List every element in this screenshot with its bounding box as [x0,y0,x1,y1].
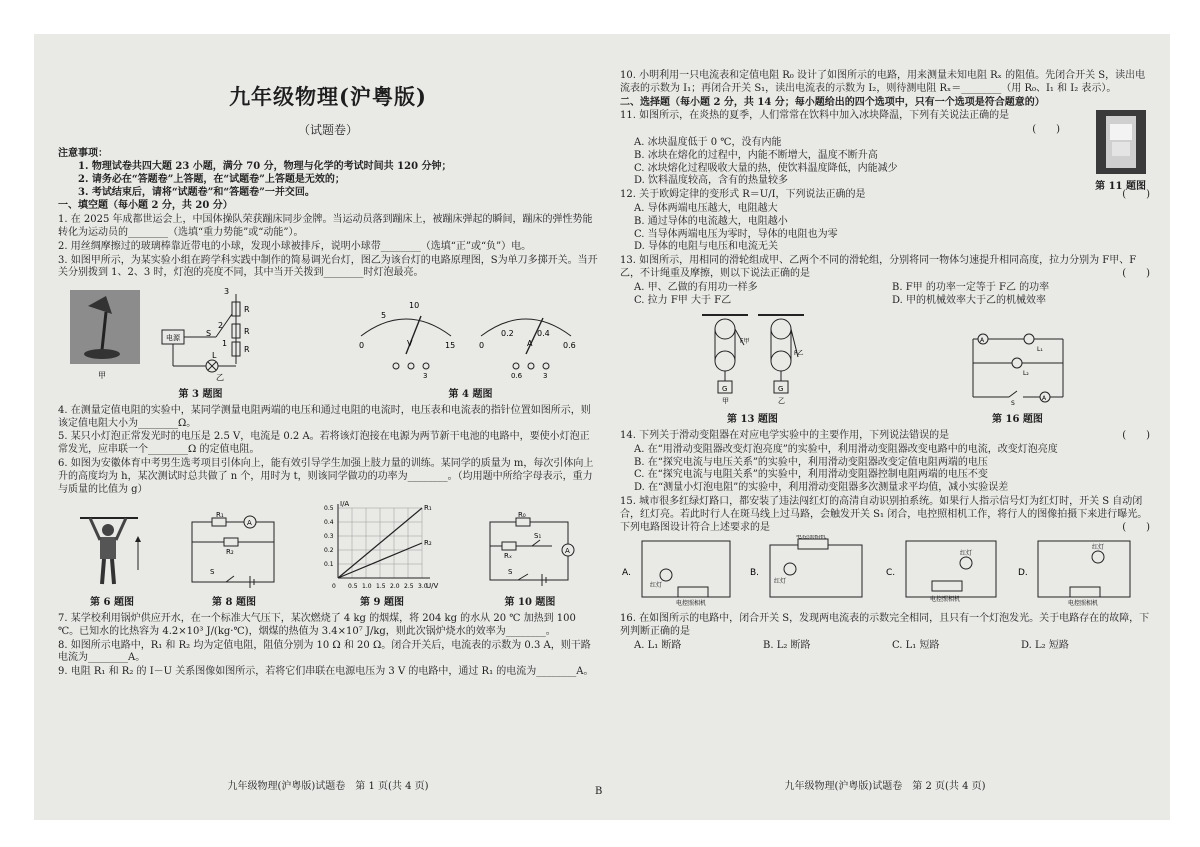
svg-text:0.6: 0.6 [562,341,576,351]
question-9: 9. 电阻 R₁ 和 R₂ 的 I－U 关系图像如图所示，若将它们串联在电源电压为 3 V 的电路中，通过 R₁ 的电流为________A。 [58,666,594,678]
svg-text:R: R [243,327,250,337]
svg-text:B.: B. [750,568,760,579]
figure-9-caption: 第 9 题图 [360,597,404,609]
svg-text:3: 3 [223,287,229,297]
svg-text:15: 15 [444,341,455,351]
svg-text:L₂: L₂ [1022,370,1029,378]
figure-10 [482,510,578,610]
question-2: 2. 用丝绸摩擦过的玻璃棒靠近带电的小球，发现小球被排斥，说明小球带________（选填“正”或“负”）电。 [58,240,532,252]
svg-text:F乙: F乙 [793,350,803,358]
svg-text:0: 0 [332,583,336,591]
svg-text:0.3: 0.3 [324,533,334,541]
page-1-footer: 九年级物理(沪粤版)试题卷 第 1 页(共 4 页) [227,781,429,793]
svg-text:R₂: R₂ [424,539,432,548]
section-fill-in: 一、填空题（每小题 2 分，共 20 分） [58,200,233,212]
svg-text:3.0: 3.0 [418,583,428,591]
figure-6-drawing [78,510,146,590]
q15-c-light-label: 红灯 [960,550,973,558]
svg-text:0.4: 0.4 [536,329,550,339]
figure-16-drawing [963,327,1073,407]
svg-text:2: 2 [217,321,223,331]
svg-text:S: S [210,568,215,577]
question-10: 10. 小明利用一只电流表和定值电阻 R₀ 设计了如图所示的电路，用来测量未知电阻 Rₓ 的阻值。先闭合开关 S，读出电流表的示数为 I₁；再闭合开关 S₁，读出电流表的示数为 I₂，则待测电阻 Rₓ＝________（用 R₀、I₁ 和 I₂ 表示）。 [620,70,1146,94]
question-11-bracket: ( ) [1032,124,1060,136]
q12-option-c: C. 当导体两端电压为零时，导体的电阻也为零 [634,228,838,240]
q13-option-a: A. 甲、乙做的有用功一样多 [634,281,758,293]
svg-text:V: V [406,339,412,349]
svg-text:L: L [211,351,216,361]
question-11: 11. 如图所示，在炎热的夏季，人们常常在饮料中加入冰块降温，下列有关说法正确的是 [620,110,1010,122]
svg-text:S: S [205,329,211,339]
q16-option-b: B. L₂ 断路 [763,639,811,651]
figure-row-3-4 [58,284,598,402]
svg-text:A: A [979,337,984,345]
svg-text:0.1: 0.1 [324,561,334,569]
section-choice: 二、选择题（每小题 2 分，共 14 分；每小题给出的四个选项中，只有一个选项是符合题意的） [620,96,1045,108]
svg-text:R₁: R₁ [216,511,224,520]
figure-13 [698,311,808,427]
figure-16 [963,327,1073,427]
q13-option-d: D. 甲的机械效率大于乙的机械效率 [892,294,1047,306]
svg-text:R: R [243,305,250,315]
figure-8-drawing [186,510,282,590]
question-7: 7. 某学校利用锅炉供应开水，在一个标准大气压下，某次燃烧了 4 kg 的烟煤，将 204 kg 的水从 20 ℃ 加热到 100 ℃。已知水的比热容为 4.2×10³ J/(kg·℃)，烟煤的热值为 3.4×10⁷ J/kg，则此次锅炉烧水的效率为________。 [58,612,576,637]
question-6: 6. 如图为安徽体育中考男生选考项目引体向上，能有效引导学生加强上肢力量的训练。某同学的质量为 m，每次引体向上升的高度均为 h，某次测试时总共做了 n 个，用时为 t，则该同学做功的功率为________。（均用题中所给字母表示，重力与质量的比值为 g） [58,457,594,495]
svg-text:G: G [721,385,727,394]
q11-option-c: C. 冰块熔化过程吸收大量的热，使饮料温度降低，内能减少 [634,162,898,174]
question-12-bracket: ( ) [1122,189,1150,201]
svg-text:A: A [565,547,570,556]
svg-text:2.0: 2.0 [390,583,400,591]
fig3-power-label: 电源 [165,334,180,343]
svg-text:0.5: 0.5 [348,583,358,591]
page-2 [620,34,1150,820]
q14-option-d: D. 在“测量小灯泡电阻”的实验中，利用滑动变阻器多次测量求平均值，减小实验误差 [634,482,1009,494]
svg-text:S: S [1010,400,1015,408]
figure-9-chart [322,500,442,590]
fig3-jia: 甲 [97,371,106,381]
page-title: 九年级物理(沪粤版) [229,84,427,109]
question-12-text: 12. 关于欧姆定律的变形式 R＝U/I，下列说法正确的是 [620,189,866,201]
q16-option-c: C. L₁ 短路 [892,639,940,651]
svg-text:A: A [1041,395,1046,403]
page-subtitle: （试题卷） [297,122,358,137]
figure-4 [351,296,591,402]
figure-row-6-10 [58,500,598,610]
question-16: 16. 在如图所示的电路中，闭合开关 S，发现两电流表的示数完全相同，且只有一个灯泡发光。关于电路存在的故障，下列判断正确的是 [620,613,1150,637]
svg-text:0.2: 0.2 [324,547,334,555]
figure-11 [1095,110,1146,194]
figure-13-drawing [698,311,808,407]
svg-text:1.0: 1.0 [362,583,372,591]
q11-option-a: A. 冰块温度低于 0 ℃，没有内能 [634,136,782,148]
svg-text:R₁: R₁ [424,504,432,513]
q16-option-a: A. L₁ 断路 [634,639,682,651]
svg-text:A: A [526,339,532,349]
notice-3: 3. 考试结束后，请将“试题卷”和“答题卷”一并交回。 [78,186,315,198]
page-1 [58,34,598,820]
figure-row-13-16 [620,311,1150,427]
figure-3-caption: 第 3 题图 [178,389,223,400]
svg-text:A.: A. [622,568,631,579]
question-11-block [620,110,1150,193]
q15-a-light-label: 红灯 [650,582,663,590]
figure-15-options [620,535,1150,607]
q16-options [620,640,1150,653]
q12-option-b: B. 通过导体的电流越大，电阻越小 [634,215,788,227]
question-14 [620,430,1150,443]
svg-text:A: A [247,519,252,528]
svg-text:2.5: 2.5 [404,583,414,591]
question-14-bracket: ( ) [1122,429,1150,441]
figure-10-caption: 第 10 题图 [504,597,556,609]
svg-text:甲: 甲 [721,397,729,406]
q11-option-d: D. 饮料温度较高，含有的热量较多 [634,175,789,187]
svg-text:Rₓ: Rₓ [504,552,512,561]
question-13-text: 13. 如图所示，用相同的滑轮组成甲、乙两个不同的滑轮组，分别将同一物体匀速提升相同高度，拉力分别为 F甲、F乙，不计绳重及摩擦，则以下说法正确的是 [620,255,1137,279]
figure-3-drawing [66,284,336,382]
q14-option-c: C. 在“探究电流与电阻关系”的实验中，利用滑动变阻器控制电阻两端的电压不变 [634,469,988,481]
question-13 [620,255,1150,281]
svg-text:D.: D. [1018,568,1028,579]
q13-options-row-2 [620,295,1150,308]
svg-text:I/A: I/A [340,500,350,509]
figure-4-drawing [351,296,591,382]
question-14-text: 14. 下列关于滑动变阻器在对应电学实验中的主要作用，下列说法错误的是 [620,429,950,441]
svg-text:L₁: L₁ [1036,346,1043,354]
svg-text:0: 0 [478,341,484,351]
q15-b-light-label: 红灯 [774,578,787,586]
figure-11-photo [1096,110,1146,174]
svg-text:乙: 乙 [777,397,785,406]
q12-option-d: D. 导体的电阻与电压和电流无关 [634,241,779,253]
figure-11-caption: 第 11 题图 [1095,181,1146,193]
question-15 [620,496,1150,534]
svg-text:10: 10 [408,301,419,311]
q14-option-a: A. 在“用滑动变阻器改变灯泡亮度”的实验中，利用滑动变阻器改变电路中的电流，改变灯泡亮度 [634,443,1058,455]
svg-text:0.4: 0.4 [324,519,334,527]
svg-text:S: S [508,568,513,577]
figure-8-caption: 第 8 题图 [212,597,256,609]
figure-4-caption: 第 4 题图 [448,389,493,400]
page-mark: B [595,786,603,797]
q15-a-camera-label: 电控照相机 [676,600,707,608]
svg-text:F甲: F甲 [739,338,749,346]
figure-6 [78,510,146,610]
q15-d-light-label: 红灯 [1092,544,1105,552]
figure-10-drawing [482,510,578,590]
svg-text:1: 1 [221,339,227,349]
q16-option-d: D. L₂ 短路 [1021,639,1069,651]
notice-2: 2. 请务必在“答题卷”上答题，在“试题卷”上答题是无效的； [78,173,345,185]
svg-text:3: 3 [422,372,427,381]
svg-text:5: 5 [380,311,386,321]
notice-header: 注意事项： [58,148,108,160]
exam-sheet [34,34,1170,820]
question-15-bracket: ( ) [1122,521,1150,533]
svg-text:R₀: R₀ [518,511,526,520]
notice-1: 1. 物理试卷共四大题 23 小题，满分 70 分，物理与化学的考试时间共 120 分钟； [78,161,452,173]
question-13-bracket: ( ) [1122,267,1150,279]
question-1: 1. 在 2025 年成都世运会上，中国体操队荣获蹦床同步金牌。当运动员落到蹦床上，被蹦床弹起的瞬间，蹦床的弹性势能转化为运动员的________（选填“重力势能”或“动能”）。 [58,214,593,239]
figure-13-caption: 第 13 题图 [727,414,778,426]
figure-9 [322,500,442,610]
svg-text:0.2: 0.2 [500,329,514,339]
svg-text:0: 0 [358,341,364,351]
figure-16-caption: 第 16 题图 [992,414,1043,426]
q14-option-b: B. 在“探究电流与电压关系”的实验中，利用滑动变阻器改变定值电阻两端的电压 [634,456,988,468]
svg-text:C.: C. [886,568,896,579]
q13-options-row-1 [620,282,1150,295]
svg-text:R: R [243,345,250,355]
svg-text:1.5: 1.5 [376,583,386,591]
svg-text:0.6: 0.6 [510,372,522,381]
svg-text:R₂: R₂ [226,548,234,557]
q15-b-camera-label: 电控照相机 [796,535,827,541]
figure-3 [66,284,336,402]
question-12 [620,189,1150,202]
q15-c-camera-label: 电控照相机 [930,596,961,604]
svg-text:G: G [777,385,783,394]
question-5: 5. 某只小灯泡正常发光时的电压是 2.5 V，电流是 0.2 A。若将该灯泡接在电源为两节新干电池的电路中，要使小灯泡正常发光，应串联一个________Ω 的定值电阻。 [58,431,590,456]
question-4: 4. 在测量定值电阻的实验中，某同学测量电阻两端的电压和通过电阻的电流时，电压表和电流表的指针位置如图所示，则该定值电阻大小为________Ω。 [58,404,591,429]
svg-text:3: 3 [542,372,547,381]
q12-option-a: A. 导体两端电压越大，电阻越大 [634,202,778,214]
fig3-yi: 乙 [215,373,224,383]
figure-8 [186,510,282,610]
question-8: 8. 如图所示电路中，R₁ 和 R₂ 均为定值电阻，阻值分别为 10 Ω 和 20 Ω。闭合开关后，电流表的示数为 0.3 A，则干路电流为________A。 [58,639,591,664]
svg-text:0.5: 0.5 [324,505,334,513]
svg-text:S₁: S₁ [534,532,542,541]
q11-option-b: B. 冰块在熔化的过程中，内能不断增大，温度不断升高 [634,149,878,161]
q15-d-camera-label: 电控照相机 [1068,600,1099,608]
question-15-text: 15. 城市很多红绿灯路口，都安装了违法闯红灯的高清自动识别拍系统。如果行人指示信号灯为红灯时，开关 S 自动闭合，红灯亮。若此时行人在斑马线上过马路，会触发开关 S₁ 闭合，电控照相机工作，将行人的图像拍摄下来进行曝光。下列电路图设计符合上述要求的是 [620,495,1148,533]
page-2-footer: 九年级物理(沪粤版)试题卷 第 2 页(共 4 页) [784,781,986,793]
q13-option-b: B. F甲 的功率一定等于 F乙 的功率 [892,281,1050,293]
svg-text:U/V: U/V [426,582,439,591]
question-3: 3. 如图甲所示，为某实验小组在跨学科实践中制作的简易调光台灯，图乙为该台灯的电路原理图，S为单刀多掷开关。当开关分别拨到 1、2、3 时，灯泡的亮度不同，其中当开关拨到________时灯泡最亮。 [58,254,598,279]
figure-6-caption: 第 6 题图 [90,597,134,609]
q13-option-c: C. 拉力 F甲 大于 F乙 [634,294,732,306]
